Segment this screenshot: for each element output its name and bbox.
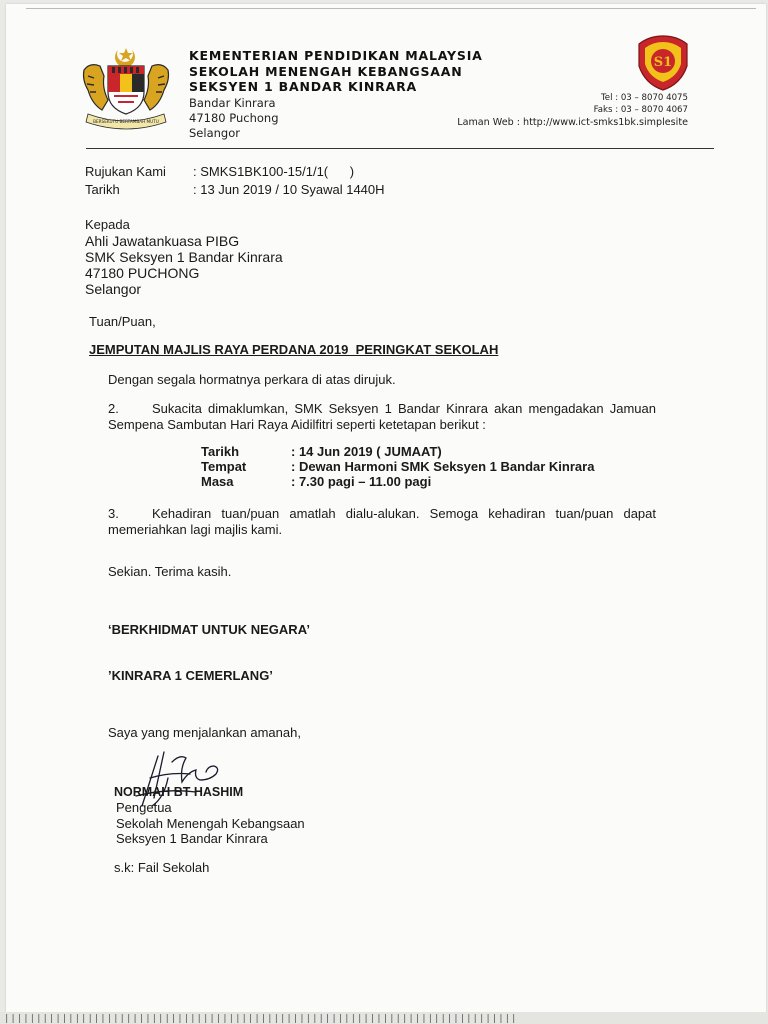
crest-motto: BERSEKUTU BERTAMBAH MUTU (93, 119, 159, 124)
top-edge-line (26, 8, 756, 9)
fax-number: Faks : 03 – 8070 4067 (593, 105, 688, 115)
bottom-binding-strip (0, 1012, 768, 1024)
signatory-title: Pengetua (116, 800, 172, 815)
recipient-line: SMK Seksyen 1 Bandar Kinrara (85, 249, 283, 265)
recipient-line: Ahli Jawatankuasa PIBG (85, 233, 240, 249)
letterhead-address (189, 96, 279, 141)
signatory-name: NORMAH BT HASHIM (114, 785, 244, 799)
trust-line: Saya yang menjalankan amanah, (108, 725, 301, 740)
cc-line: s.k: Fail Sekolah (114, 860, 210, 875)
event-place-value: : Dewan Harmoni SMK Seksyen 1 Bandar Kinrara (291, 459, 595, 474)
paragraph-2-number: 2. (108, 401, 119, 416)
header-divider (86, 148, 714, 149)
logo-text: S1 (653, 55, 673, 70)
address-line: Selangor (189, 126, 240, 140)
signatory-org-2: Seksyen 1 Bandar Kinrara (116, 831, 268, 846)
date-label: Tarikh (85, 182, 120, 197)
reference-row (85, 164, 354, 179)
address-line: 47180 Puchong (189, 111, 279, 125)
letter-subject: JEMPUTAN MAJLIS RAYA PERDANA 2019 PERINGKAT SEKOLAH (89, 342, 499, 357)
event-details (201, 444, 594, 489)
paragraph-3-text: Kehadiran tuan/puan amatlah dialu-alukan. Semoga kehadiran tuan/puan dapat memeriahkan lagi majlis kami. (108, 506, 656, 537)
recipient-label: Kepada (85, 217, 130, 232)
letter-page (6, 4, 766, 1012)
coat-of-arms-icon (74, 46, 178, 130)
school-logo-icon (634, 34, 692, 92)
date-value: : 13 Jun 2019 / 10 Syawal 1440H (193, 182, 385, 197)
motto-2: ’KINRARA 1 CEMERLANG’ (108, 668, 273, 683)
paragraph-3-number: 3. (108, 506, 119, 521)
ministry-name: KEMENTERIAN PENDIDIKAN MALAYSIA (189, 48, 483, 63)
signatory-org-1: Sekolah Menengah Kebangsaan (116, 816, 305, 831)
reference-value: : SMKS1BK100-15/1/1( ) (193, 164, 355, 179)
paragraph-1: Dengan segala hormatnya perkara di atas dirujuk. (108, 372, 396, 387)
letterhead-contact (457, 92, 688, 129)
event-place-label: Tempat (201, 459, 247, 474)
paragraph-3 (108, 506, 656, 538)
salutation: Tuan/Puan, (89, 314, 156, 329)
motto-1: ‘BERKHIDMAT UNTUK NEGARA’ (108, 622, 310, 637)
date-row (85, 182, 385, 197)
school-name: SEKSYEN 1 BANDAR KINRARA (189, 79, 417, 94)
closing-line: Sekian. Terima kasih. (108, 564, 232, 579)
binding-marks: |||||||||||||||||||||||||||||||||||||||||||||||||||||||||||||||||||||||||||||||| (4, 1014, 518, 1024)
recipient-line: 47180 PUCHONG (85, 265, 200, 281)
reference-label: Rujukan Kami (85, 164, 166, 179)
address-line: Bandar Kinrara (189, 96, 276, 110)
tel-number: Tel : 03 – 8070 4075 (601, 93, 688, 103)
recipient-block (85, 233, 283, 297)
recipient-line: Selangor (85, 281, 142, 297)
paragraph-2-text: Sukacita dimaklumkan, SMK Seksyen 1 Bandar Kinrara akan mengadakan Jamuan Sempena Sambutan Hari Raya Aidilfitri seperti ketetapan berikut : (108, 401, 656, 432)
event-time-label: Masa (201, 474, 234, 489)
letterhead-title (189, 48, 483, 95)
event-date-value: : 14 Jun 2019 ( JUMAAT) (291, 444, 442, 459)
event-date-label: Tarikh (201, 444, 240, 459)
event-time-value: : 7.30 pagi – 11.00 pagi (291, 474, 432, 489)
website: Laman Web : http://www.ict-smks1bk.simplesite (457, 117, 688, 128)
school-type: SEKOLAH MENENGAH KEBANGSAAN (189, 63, 463, 79)
paragraph-2 (108, 401, 656, 433)
